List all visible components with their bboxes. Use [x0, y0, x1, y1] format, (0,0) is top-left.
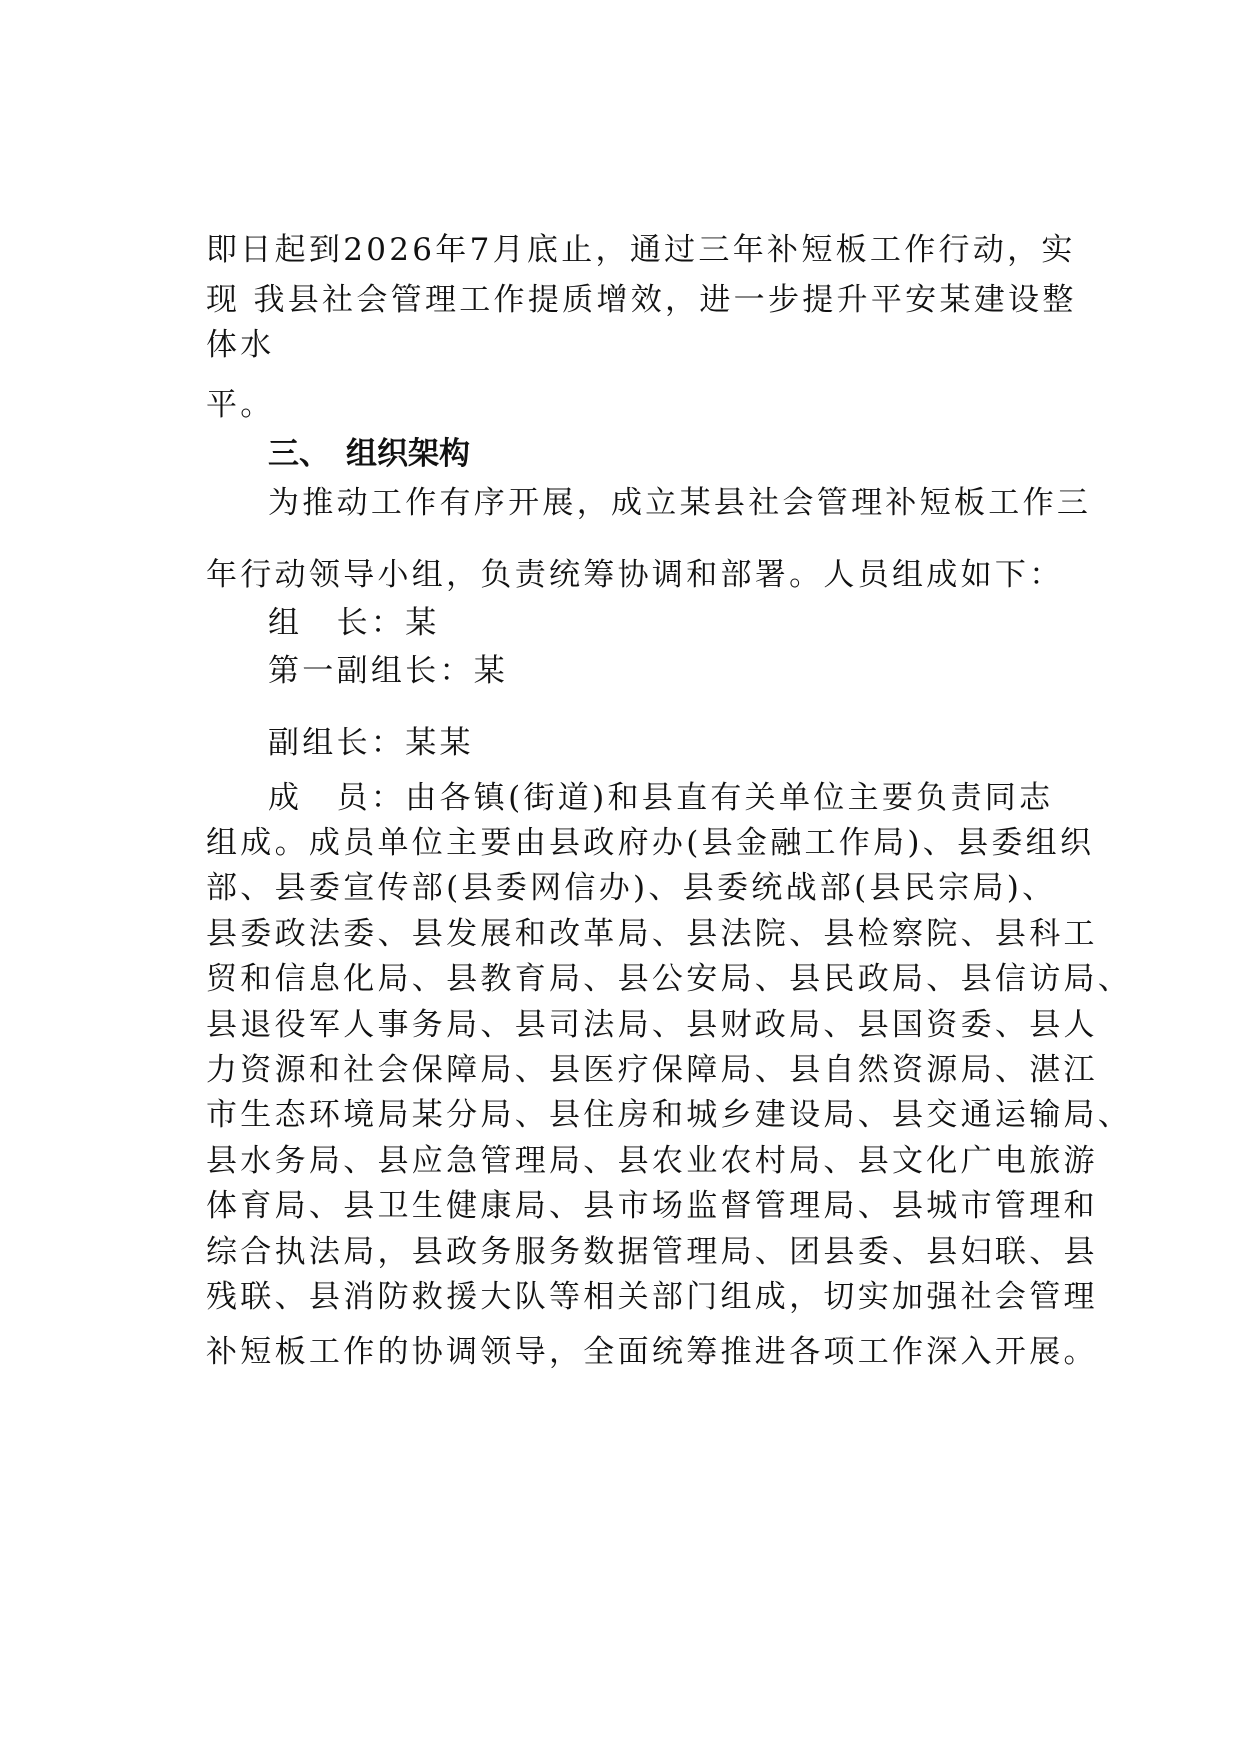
members-line-7: 力资源和社会保障局、县医疗保障局、县自然资源局、湛江 [206, 1052, 1098, 1088]
section-title: 组织架构 [346, 436, 470, 472]
section-number: 三、 [268, 436, 330, 472]
members-line-13: 补短板工作的协调领导，全面统筹推进各项工作深入开展。 [206, 1334, 1098, 1370]
members-line-6: 县退役军人事务局、县司法局、县财政局、县国资委、县人 [206, 1007, 1098, 1043]
para1-line-2: 年行动领导小组，负责统筹协调和部署。人员组成如下： [206, 557, 1064, 593]
intro-line-2: 现 我县社会管理工作提质增效，进一步提升平安某建设整 [206, 282, 1077, 318]
members-line-8: 市生态环境局某分局、县住房和城乡建设局、县交通运输局、 [206, 1097, 1133, 1133]
members-line-10: 体育局、县卫生健康局、县市场监督管理局、县城市管理和 [206, 1188, 1098, 1224]
intro-line-1: 即日起到2026年7月底止，通过三年补短板工作行动，实 [206, 232, 1076, 268]
para1-line-1: 为推动工作有序开展，成立某县社会管理补短板工作三 [268, 485, 1092, 521]
members-line-3: 部、县委宣传部(县委网信办)、县委统战部(县民宗局)、 [206, 870, 1057, 906]
members-line-4: 县委政法委、县发展和改革局、县法院、县检察院、县科工 [206, 916, 1098, 952]
intro-line-3: 体水 [206, 327, 275, 363]
members-line-11: 综合执法局，县政务服务数据管理局、团县委、县妇联、县 [206, 1234, 1098, 1270]
section-heading [268, 434, 470, 474]
leader-line: 组 长：某 [268, 605, 440, 641]
members-line-12: 残联、县消防救援大队等相关部门组成，切实加强社会管理 [206, 1279, 1098, 1315]
members-line-5: 贸和信息化局、县教育局、县公安局、县民政局、县信访局、 [206, 961, 1133, 997]
deputy-line: 副组长：某某 [268, 725, 474, 761]
members-line-2: 组成。成员单位主要由县政府办(县金融工作局)、县委组织 [206, 825, 1095, 861]
members-line-1: 成 员：由各镇(街道)和县直有关单位主要负责同志 [268, 780, 1054, 816]
intro-line-4: 平。 [206, 387, 275, 423]
members-line-9: 县水务局、县应急管理局、县农业农村局、县文化广电旅游 [206, 1143, 1098, 1179]
first-deputy-line: 第一副组长：某 [268, 653, 509, 689]
